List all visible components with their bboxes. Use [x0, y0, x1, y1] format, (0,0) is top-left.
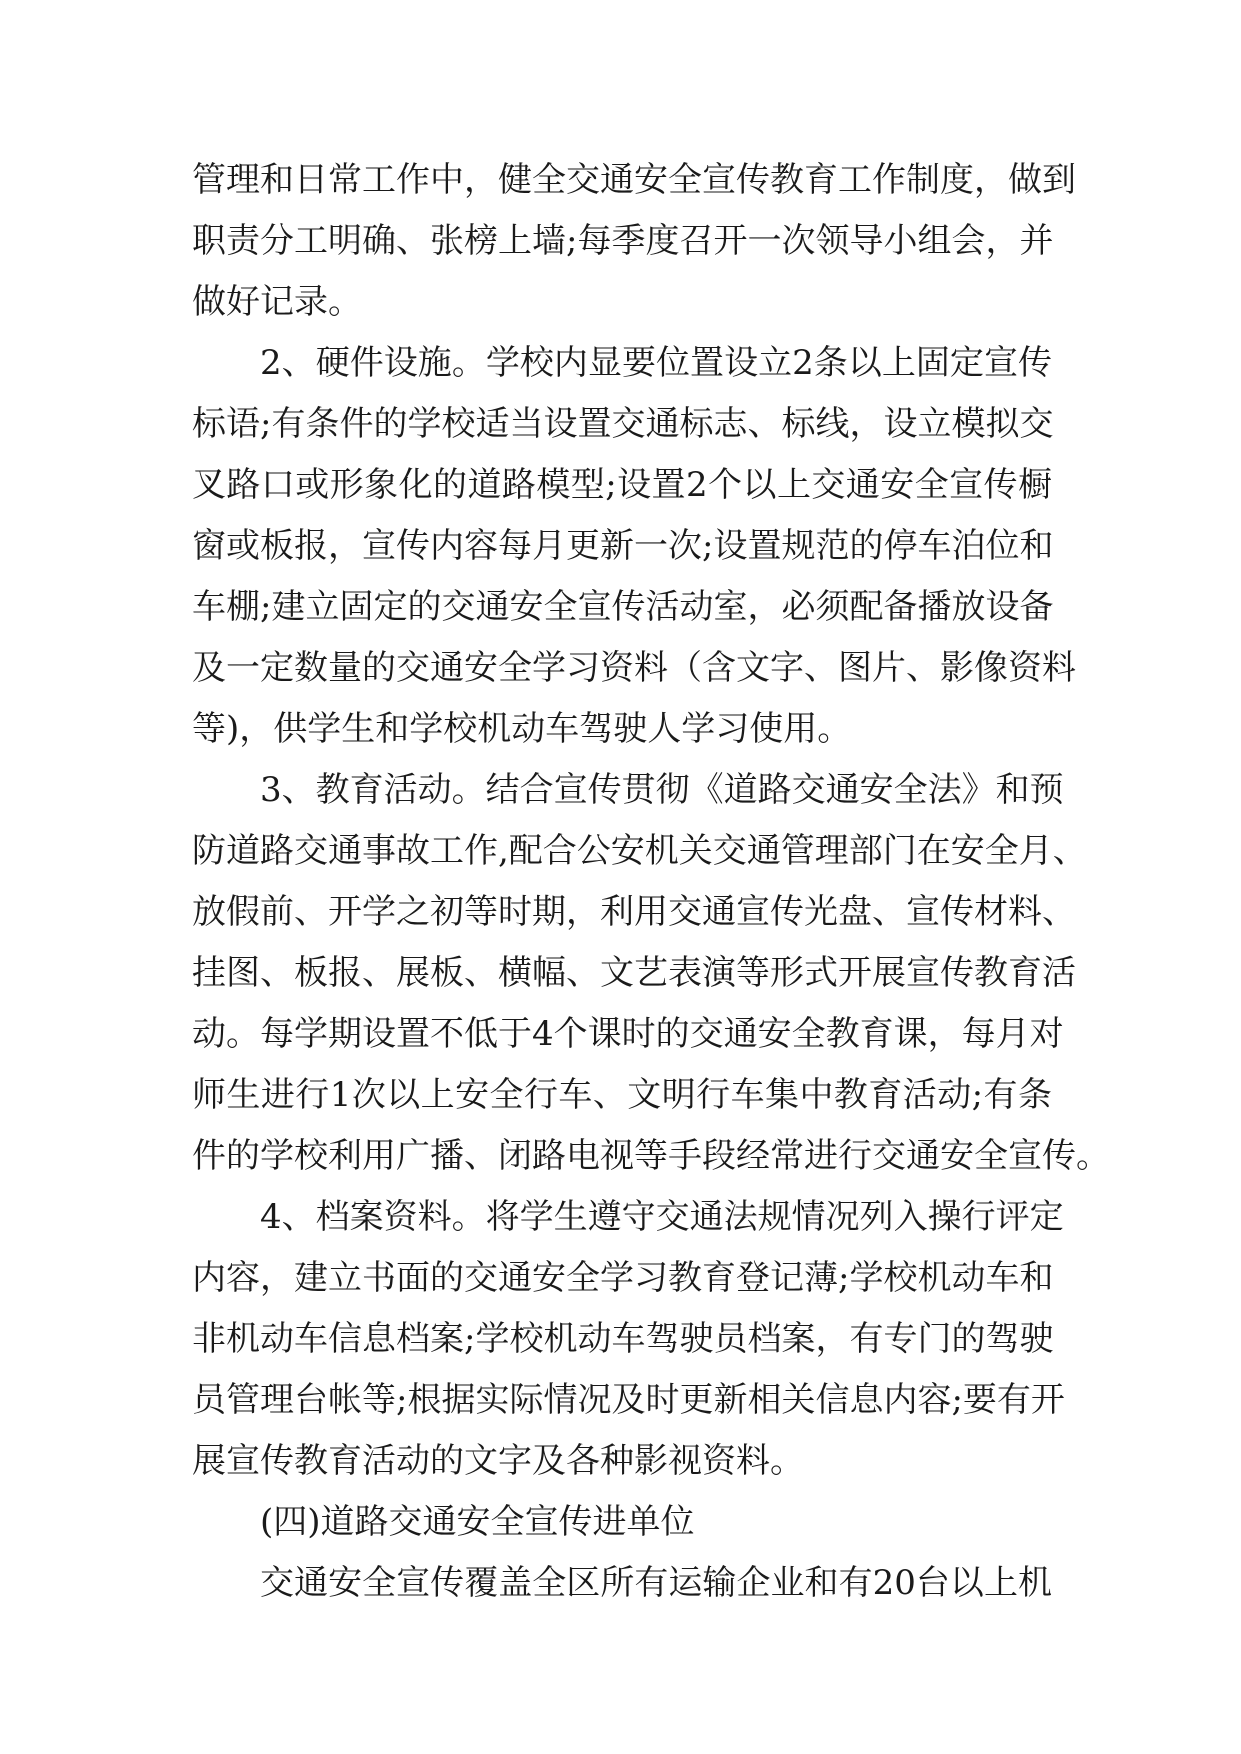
text-line: 叉路口或形象化的道路模型;设置2个以上交通安全宣传橱	[192, 465, 1052, 505]
text-line: 管理和日常工作中，健全交通安全宣传教育工作制度，做到	[192, 160, 1076, 200]
text-line: 展宣传教育活动的文字及各种影视资料。	[192, 1441, 804, 1481]
text-line: 员管理台帐等;根据实际情况及时更新相关信息内容;要有开	[192, 1380, 1065, 1420]
paragraph	[192, 150, 1076, 333]
text-line: 2、硬件设施。学校内显要位置设立2条以上固定宣传	[260, 343, 1052, 383]
text-line: 件的学校利用广播、闭路电视等手段经常进行交通安全宣传。	[192, 1136, 1110, 1176]
paragraph	[192, 333, 1076, 760]
text-line: 交通安全宣传覆盖全区所有运输企业和有20台以上机	[260, 1563, 1052, 1603]
text-line: (四)道路交通安全宣传进单位	[260, 1502, 695, 1542]
text-line: 内容，建立书面的交通安全学习教育登记薄;学校机动车和	[192, 1258, 1054, 1298]
text-line: 窗或板报，宣传内容每月更新一次;设置规范的停车泊位和	[192, 526, 1054, 566]
paragraph	[192, 760, 1110, 1187]
section-heading	[192, 1492, 1052, 1553]
text-line: 非机动车信息档案;学校机动车驾驶员档案，有专门的驾驶	[192, 1319, 1054, 1359]
document-page	[192, 150, 1110, 1614]
text-line: 车棚;建立固定的交通安全宣传活动室，必须配备播放设备	[192, 587, 1054, 627]
paragraph	[192, 1187, 1065, 1492]
text-line: 4、档案资料。将学生遵守交通法规情况列入操行评定	[260, 1197, 1064, 1237]
text-line: 等)，供学生和学校机动车驾驶人学习使用。	[192, 709, 852, 749]
text-line: 做好记录。	[192, 282, 362, 322]
text-line: 标语;有条件的学校适当设置交通标志、标线，设立模拟交	[192, 404, 1054, 444]
text-line: 师生进行1次以上安全行车、文明行车集中教育活动;有条	[192, 1075, 1052, 1115]
text-line: 放假前、开学之初等时期，利用交通宣传光盘、宣传材料、	[192, 892, 1076, 932]
text-line: 职责分工明确、张榜上墙;每季度召开一次领导小组会，并	[192, 221, 1054, 261]
text-line: 3、教育活动。结合宣传贯彻《道路交通安全法》和预	[260, 770, 1064, 810]
text-line: 及一定数量的交通安全学习资料（含文字、图片、影像资料	[192, 648, 1076, 688]
text-line: 动。每学期设置不低于4个课时的交通安全教育课，每月对	[192, 1014, 1064, 1054]
text-line: 挂图、板报、展板、横幅、文艺表演等形式开展宣传教育活	[192, 953, 1076, 993]
paragraph	[192, 1553, 1052, 1614]
text-line: 防道路交通事故工作,配合公安机关交通管理部门在安全月、	[192, 831, 1087, 871]
